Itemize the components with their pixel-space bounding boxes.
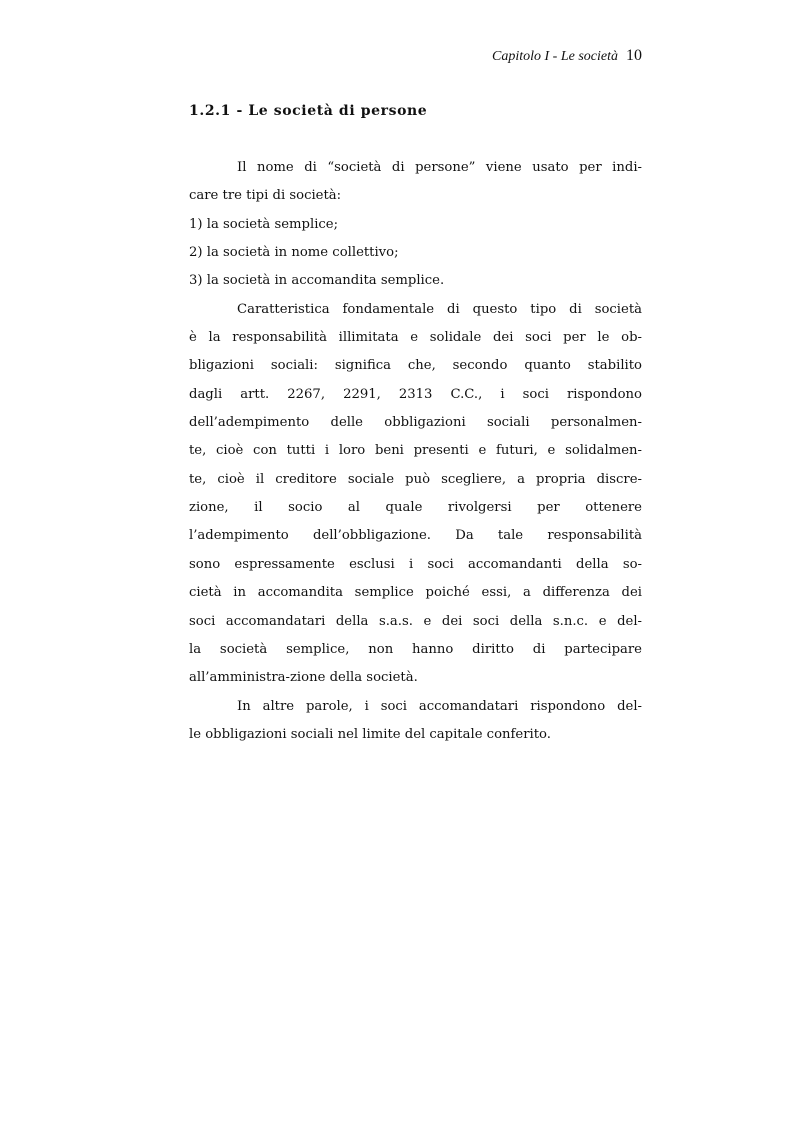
text-line: zione, il socio al quale rivolgersi per ottenere (189, 500, 642, 516)
text-line: Caratteristica fondamentale di questo tipo di società (237, 301, 642, 317)
list-item: 3) la società in accomandita semplice. (189, 273, 445, 289)
running-header (492, 47, 642, 65)
text-line: è la responsabilità illimitata e solidale dei soci per le ob- (189, 330, 642, 346)
text-line: dell’adempimento delle obbligazioni sociali personalmen- (189, 415, 642, 431)
text-line: te, cioè il creditore sociale può scegliere, a propria discre- (189, 471, 642, 487)
text-line: dagli artt. 2267, 2291, 2313 C.C., i soci rispondono (189, 386, 642, 402)
text-line: care tre tipi di società: (189, 188, 342, 204)
text-line: te, cioè con tutti i loro beni presenti e futuri, e solidalmen- (189, 443, 642, 459)
text-line: l’adempimento dell’obbligazione. Da tale responsabilità (189, 528, 642, 544)
list-item: 1) la società semplice; (189, 216, 339, 232)
text-line: sono espressamente esclusi i soci accomandanti della so- (189, 556, 642, 572)
text-line: la società semplice, non hanno diritto di partecipare (189, 641, 642, 657)
text-line: Il nome di “società di persone” viene usato per indi- (237, 160, 642, 175)
list-item: 2) la società in nome collettivo; (189, 245, 399, 261)
text-line: In altre parole, i soci accomandatari rispondono del- (237, 698, 642, 714)
chapter-title: Capitolo I - Le società (492, 49, 618, 64)
page-number: 10 (626, 47, 642, 64)
text-line: bligazioni sociali: significa che, secondo quanto stabilito (189, 358, 642, 374)
section-heading: 1.2.1 - Le società di persone (189, 103, 428, 119)
body-text (189, 154, 642, 749)
text-line: cietà in accomandita semplice poiché essi, a differenza dei (189, 585, 642, 601)
text-line: le obbligazioni sociali nel limite del capitale conferito. (189, 726, 551, 742)
text-line: soci accomandatari della s.a.s. e dei soci della s.n.c. e del- (189, 613, 642, 629)
text-line: all’amministra-zione della società. (189, 670, 418, 686)
